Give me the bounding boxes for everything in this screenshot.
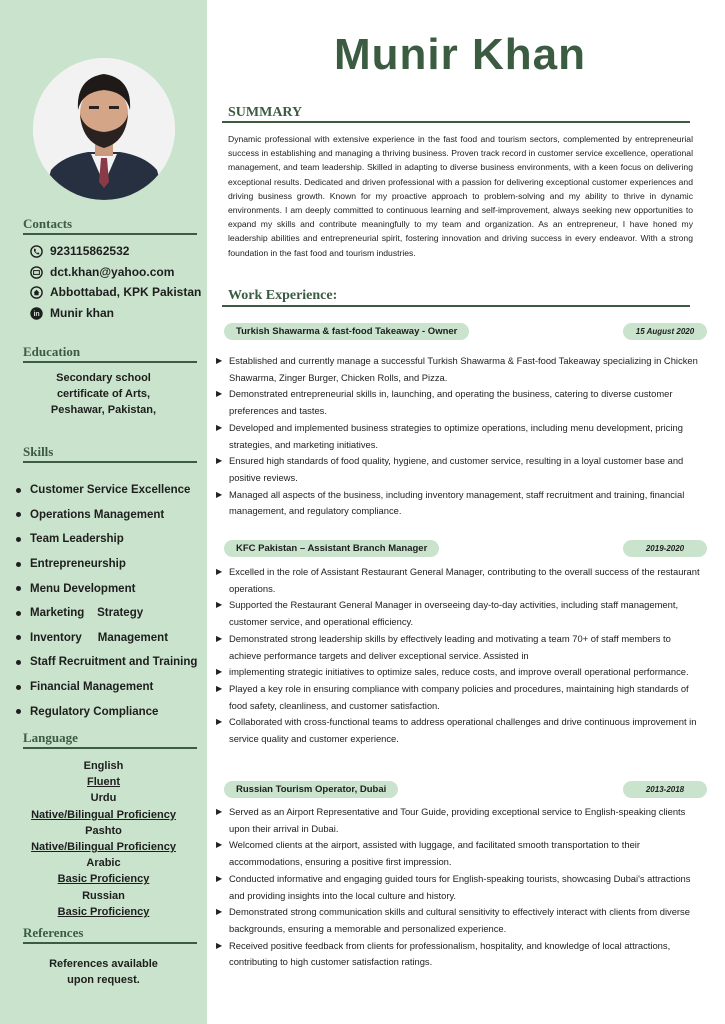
skill-item <box>16 626 197 651</box>
bullet-icon <box>16 586 21 591</box>
bullet-icon <box>16 512 21 517</box>
language-level-text: Native/Bilingual Proficiency <box>31 840 176 853</box>
bullet-icon <box>16 709 21 714</box>
skill-label: Entrepreneurship <box>30 558 126 571</box>
job-bullet: ▶ implementing strategic initiatives to optimize sales, reduce costs, and improve overall operational performance. <box>215 664 705 681</box>
profile-photo-illustration <box>33 58 175 200</box>
references-line: References available <box>49 958 158 970</box>
job-bullet: ▶ Ensured high standards of food quality, hygiene, and customer service, resulting in a loyal customer base and positive reviews. <box>215 453 705 486</box>
language-name: Urdu <box>90 792 117 805</box>
language-name: Arabic <box>86 857 121 870</box>
references-line: upon request. <box>67 974 140 986</box>
job-bullet: ▶ Excelled in the role of Assistant Restaurant General Manager, contributing to the overall success of the restaurant operations. <box>215 564 705 597</box>
contact-address-text: Abbottabad, KPK Pakistan <box>50 285 202 299</box>
bullet-icon <box>16 611 21 616</box>
job-bullet: ▶ Established and currently manage a successful Turkish Shawarma & Fast-food Takeaway specializing in Chicken Shawarma, Zinger Burger, Chicken Rolls, and Pizza. <box>215 353 705 386</box>
education-line: certificate of Arts, <box>56 388 151 400</box>
language-name: English <box>83 760 124 772</box>
language-name: Russian <box>82 889 125 902</box>
job-date-3: 2013-2018 <box>623 781 707 798</box>
language-level <box>0 774 207 790</box>
job-date-1: 15 August 2020 <box>623 323 707 340</box>
linkedin-icon <box>30 307 43 320</box>
job-bullet: ▶ Supported the Restaurant General Manager in overseeing day-to-day activities, including staff management, customer service, and operational efficiency. <box>215 597 705 630</box>
contact-phone-text: 923115862532 <box>50 244 130 258</box>
skill-label: Team Leadership <box>30 533 124 546</box>
skill-label: Staff Recruitment and Training <box>30 656 198 669</box>
skill-item <box>16 503 197 528</box>
language-level-text: Fluent <box>87 776 120 789</box>
bullet-icon <box>16 488 21 493</box>
language-level <box>0 839 207 855</box>
language-level <box>0 807 207 823</box>
references-block <box>0 956 207 988</box>
language-level-text: Basic Proficiency <box>57 873 150 886</box>
language-level <box>0 904 207 920</box>
skill-item <box>16 527 197 552</box>
language-level-text: Basic Proficiency <box>57 905 150 918</box>
contact-address <box>30 283 201 301</box>
job-bullet: ▶ Served as an Airport Representative and Tour Guide, providing exceptional service to English-speaking clients upon their arrival in Dubai. <box>215 804 705 837</box>
job-bullets-1 <box>215 353 705 520</box>
summary-heading: SUMMARY <box>228 105 303 120</box>
skill-item <box>16 552 197 577</box>
bullet-icon <box>16 537 21 542</box>
contact-linkedin[interactable] <box>30 304 114 322</box>
skills-list <box>16 478 197 724</box>
job-bullet: ▶ Demonstrated entrepreneurial skills in, launching, and operating the business, catering to diverse customer preferences and tastes. <box>215 386 705 419</box>
bullet-icon <box>16 685 21 690</box>
language-level <box>0 871 207 887</box>
job-date-2: 2019-2020 <box>623 540 707 557</box>
contact-phone[interactable] <box>30 242 129 260</box>
summary-divider <box>222 121 690 123</box>
candidate-name: Munir Khan <box>334 30 586 79</box>
job-bullet: ▶ Received positive feedback from clients for professionalism, hospitality, and knowledge of local attractions, contributing to high customer satisfaction ratings. <box>215 938 705 971</box>
phone-icon <box>30 245 43 258</box>
education-block <box>0 370 207 418</box>
skill-item <box>16 650 197 675</box>
contact-email-text: dct.khan@yahoo.com <box>50 265 175 279</box>
sidebar <box>0 0 207 1024</box>
job-title-3: Russian Tourism Operator, Dubai <box>224 781 398 798</box>
skill-label: Inventory Management <box>30 631 169 644</box>
summary-text: Dynamic professional with extensive experience in the fast food and tourism sectors, complemented by entrepreneurial success in establishing and managing a thriving business. Proven track record in customer service excellence, operational management, and team leadership. Skilled in adapting to diverse business environments, with a keen focus on delivering exceptional results. Dedicated and driven professional with a passion for delivering exceptional customer experiences and driving business growth. Known for my proactive approach to problem-solving and my ability to thrive in dynamic environments. I am deeply committed to continuous learning and self-improvement, always seeking new opportunities to expand my skills and contribute meaningfully to my team and organization. As an entrepreneur, I have honed my leadership abilities and entrepreneurial spirit, fostering innovation and driving success in every endeavor. With a strong foundation in the fast food and tourism industries. <box>228 134 693 258</box>
references-heading: References <box>23 925 197 944</box>
bullet-icon <box>16 660 21 665</box>
job-bullet: ▶ Demonstrated strong communication skills and cultural sensitivity to effectively interact with clients from diverse backgrounds, ensuring a memorable and personalized experience. <box>215 904 705 937</box>
job-bullet: ▶ Conducted informative and engaging guided tours for English-speaking tourists, showcasing Dubai's attractions and providing insights into the local culture and history. <box>215 871 705 904</box>
job-bullet: ▶ Played a key role in ensuring compliance with company policies and procedures, maintaining high standards of food safety, cleanliness, and customer satisfaction. <box>215 681 705 714</box>
education-line: Peshawar, Pakistan, <box>50 404 157 416</box>
bullet-icon <box>16 635 21 640</box>
education-line: Secondary school <box>56 372 151 384</box>
skill-label: Financial Management <box>30 681 154 694</box>
skill-label: Menu Development <box>30 582 136 595</box>
job-bullet: ▶ Welcomed clients at the airport, assisted with luggage, and facilitated smooth transportation to their accommodations, ensuring a positive first impression. <box>215 837 705 870</box>
svg-text:in: in <box>33 310 40 318</box>
home-icon <box>30 286 43 299</box>
language-name: Pashto <box>85 824 122 837</box>
contacts-heading: Contacts <box>23 216 197 235</box>
email-icon <box>30 266 43 279</box>
contact-linkedin-text: Munir khan <box>50 306 115 320</box>
skills-heading: Skills <box>23 444 197 463</box>
education-heading: Education <box>23 344 197 363</box>
skill-item <box>16 699 197 724</box>
job-bullet: ▶ Developed and implemented business strategies to optimize operations, including menu development, pricing strategies, and marketing initiatives. <box>215 420 705 453</box>
job-bullet: ▶ Demonstrated strong leadership skills by effectively leading and motivating a team 70+ of staff members to achieve performance targets and deliver exceptional service. Assisted in <box>215 631 705 664</box>
job-bullets-2 <box>215 564 705 748</box>
language-heading: Language <box>23 730 197 749</box>
profile-photo <box>33 58 175 200</box>
skill-item <box>16 675 197 700</box>
job-bullet: ▶ Collaborated with cross-functional teams to address operational challenges and drive continuous improvement in service quality and customer experience. <box>215 714 705 747</box>
job-bullets-3 <box>215 804 705 971</box>
language-level-text: Native/Bilingual Proficiency <box>31 808 176 821</box>
contact-email[interactable] <box>30 263 174 281</box>
skill-item <box>16 478 197 503</box>
skill-label: Customer Service Excellence <box>30 484 191 497</box>
skill-label: Regulatory Compliance <box>30 705 159 718</box>
job-title-2: KFC Pakistan – Assistant Branch Manager <box>224 540 439 557</box>
bullet-icon <box>16 562 21 567</box>
job-bullet: ▶ Managed all aspects of the business, including inventory management, staff recruitment and training, financial management, and regulatory compliance. <box>215 487 705 520</box>
skill-item <box>16 601 197 626</box>
experience-divider <box>222 305 690 307</box>
job-title-1: Turkish Shawarma & fast-food Takeaway - Owner <box>224 323 469 340</box>
skill-label: Marketing Strategy <box>30 607 144 620</box>
experience-heading: Work Experience: <box>228 288 338 303</box>
skill-label: Operations Management <box>30 508 165 521</box>
skill-item <box>16 576 197 601</box>
language-list <box>0 758 207 920</box>
